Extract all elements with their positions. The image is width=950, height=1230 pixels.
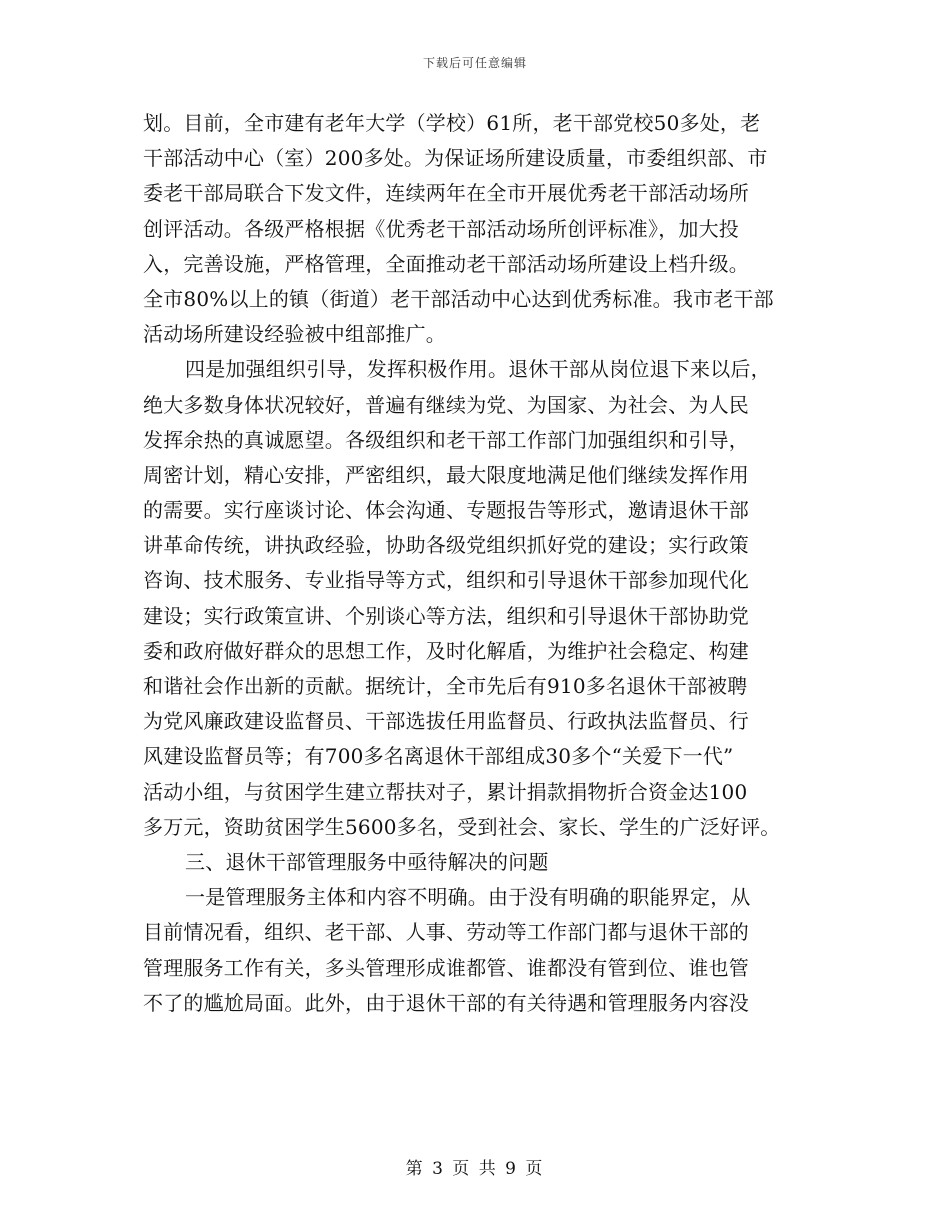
section-heading: 三、退休干部管理服务中亟待解决的问题 bbox=[185, 849, 549, 874]
text-line: 和谐社会作出新的贡献。据统计，全市先后有910多名退休干部被聘 bbox=[143, 674, 748, 698]
text-line: 活动场所建设经验被中组部推广。 bbox=[143, 322, 446, 347]
text-line: 委老干部局联合下发文件，连续两年在全市开展优秀老干部活动场所 bbox=[143, 181, 749, 206]
text-line: 划。目前，全市建有老年大学（学校）61所，老干部党校50多处，老 bbox=[143, 111, 761, 135]
text-line: 不了的尴尬局面。此外，由于退休干部的有关待遇和管理服务内容没 bbox=[143, 990, 749, 1015]
paragraph-start-line: 四是加强组织引导，发挥积极作用。退休干部从岗位退下来以后， bbox=[185, 357, 771, 382]
text-line: 活动小组，与贫困学生建立帮扶对子，累计捐款捐物折合资金达100 bbox=[143, 779, 748, 804]
text-line: 干部活动中心（室）200多处。为保证场所建设质量，市委组织部、市 bbox=[143, 146, 768, 171]
text-line: 委和政府做好群众的思想工作，及时化解盾，为维护社会稳定、构建 bbox=[143, 638, 749, 663]
text-line: 周密计划，精心安排，严密组织，最大限度地满足他们继续发挥作用 bbox=[143, 462, 749, 487]
text-line: 为党风廉政建设监督员、干部选拔任用监督员、行政执法监督员、行 bbox=[143, 709, 749, 734]
page-number-footer: 第 3 页 共 9 页 bbox=[405, 1159, 545, 1179]
text-line: 创评活动。各级严格根据《优秀老干部活动场所创评标准》，加大投 bbox=[143, 216, 739, 241]
body-text bbox=[143, 106, 815, 1021]
text-line: 咨询、技术服务、专业指导等方式，组织和引导退休干部参加现代化 bbox=[143, 568, 749, 593]
text-line: 目前情况看，组织、老干部、人事、劳动等工作部门都与退休干部的 bbox=[143, 920, 749, 945]
text-line: 多万元，资助贫困学生5600多名，受到社会、家长、学生的广泛好评。 bbox=[143, 814, 781, 839]
text-line: 讲革命传统，讲执政经验，协助各级党组织抓好党的建设；实行政策 bbox=[143, 533, 749, 558]
paragraph-start-line: 一是管理服务主体和内容不明确。由于没有明确的职能界定，从 bbox=[185, 885, 751, 910]
text-line: 入，完善设施，严格管理，全面推动老干部活动场所建设上档升级。 bbox=[143, 251, 749, 276]
text-line: 风建设监督员等；有700多名离退休干部组成30多个“关爱下一代” bbox=[143, 744, 734, 769]
text-line: 的需要。实行座谈讨论、体会沟通、专题报告等形式，邀请退休干部 bbox=[143, 498, 749, 523]
text-line: 管理服务工作有关，多头管理形成谁都管、谁都没有管到位、谁也管 bbox=[143, 955, 749, 980]
header-note: 下载后可任意编辑 bbox=[422, 56, 527, 70]
text-line: 绝大多数身体状况较好，普遍有继续为党、为国家、为社会、为人民 bbox=[143, 392, 749, 417]
text-line: 发挥余热的真诚愿望。各级组织和老干部工作部门加强组织和引导， bbox=[143, 427, 749, 452]
text-line: 建设；实行政策宣讲、个别谈心等方法，组织和引导退休干部协助党 bbox=[143, 603, 749, 628]
text-line: 全市80%以上的镇（街道）老干部活动中心达到优秀标准。我市老干部 bbox=[143, 286, 774, 311]
